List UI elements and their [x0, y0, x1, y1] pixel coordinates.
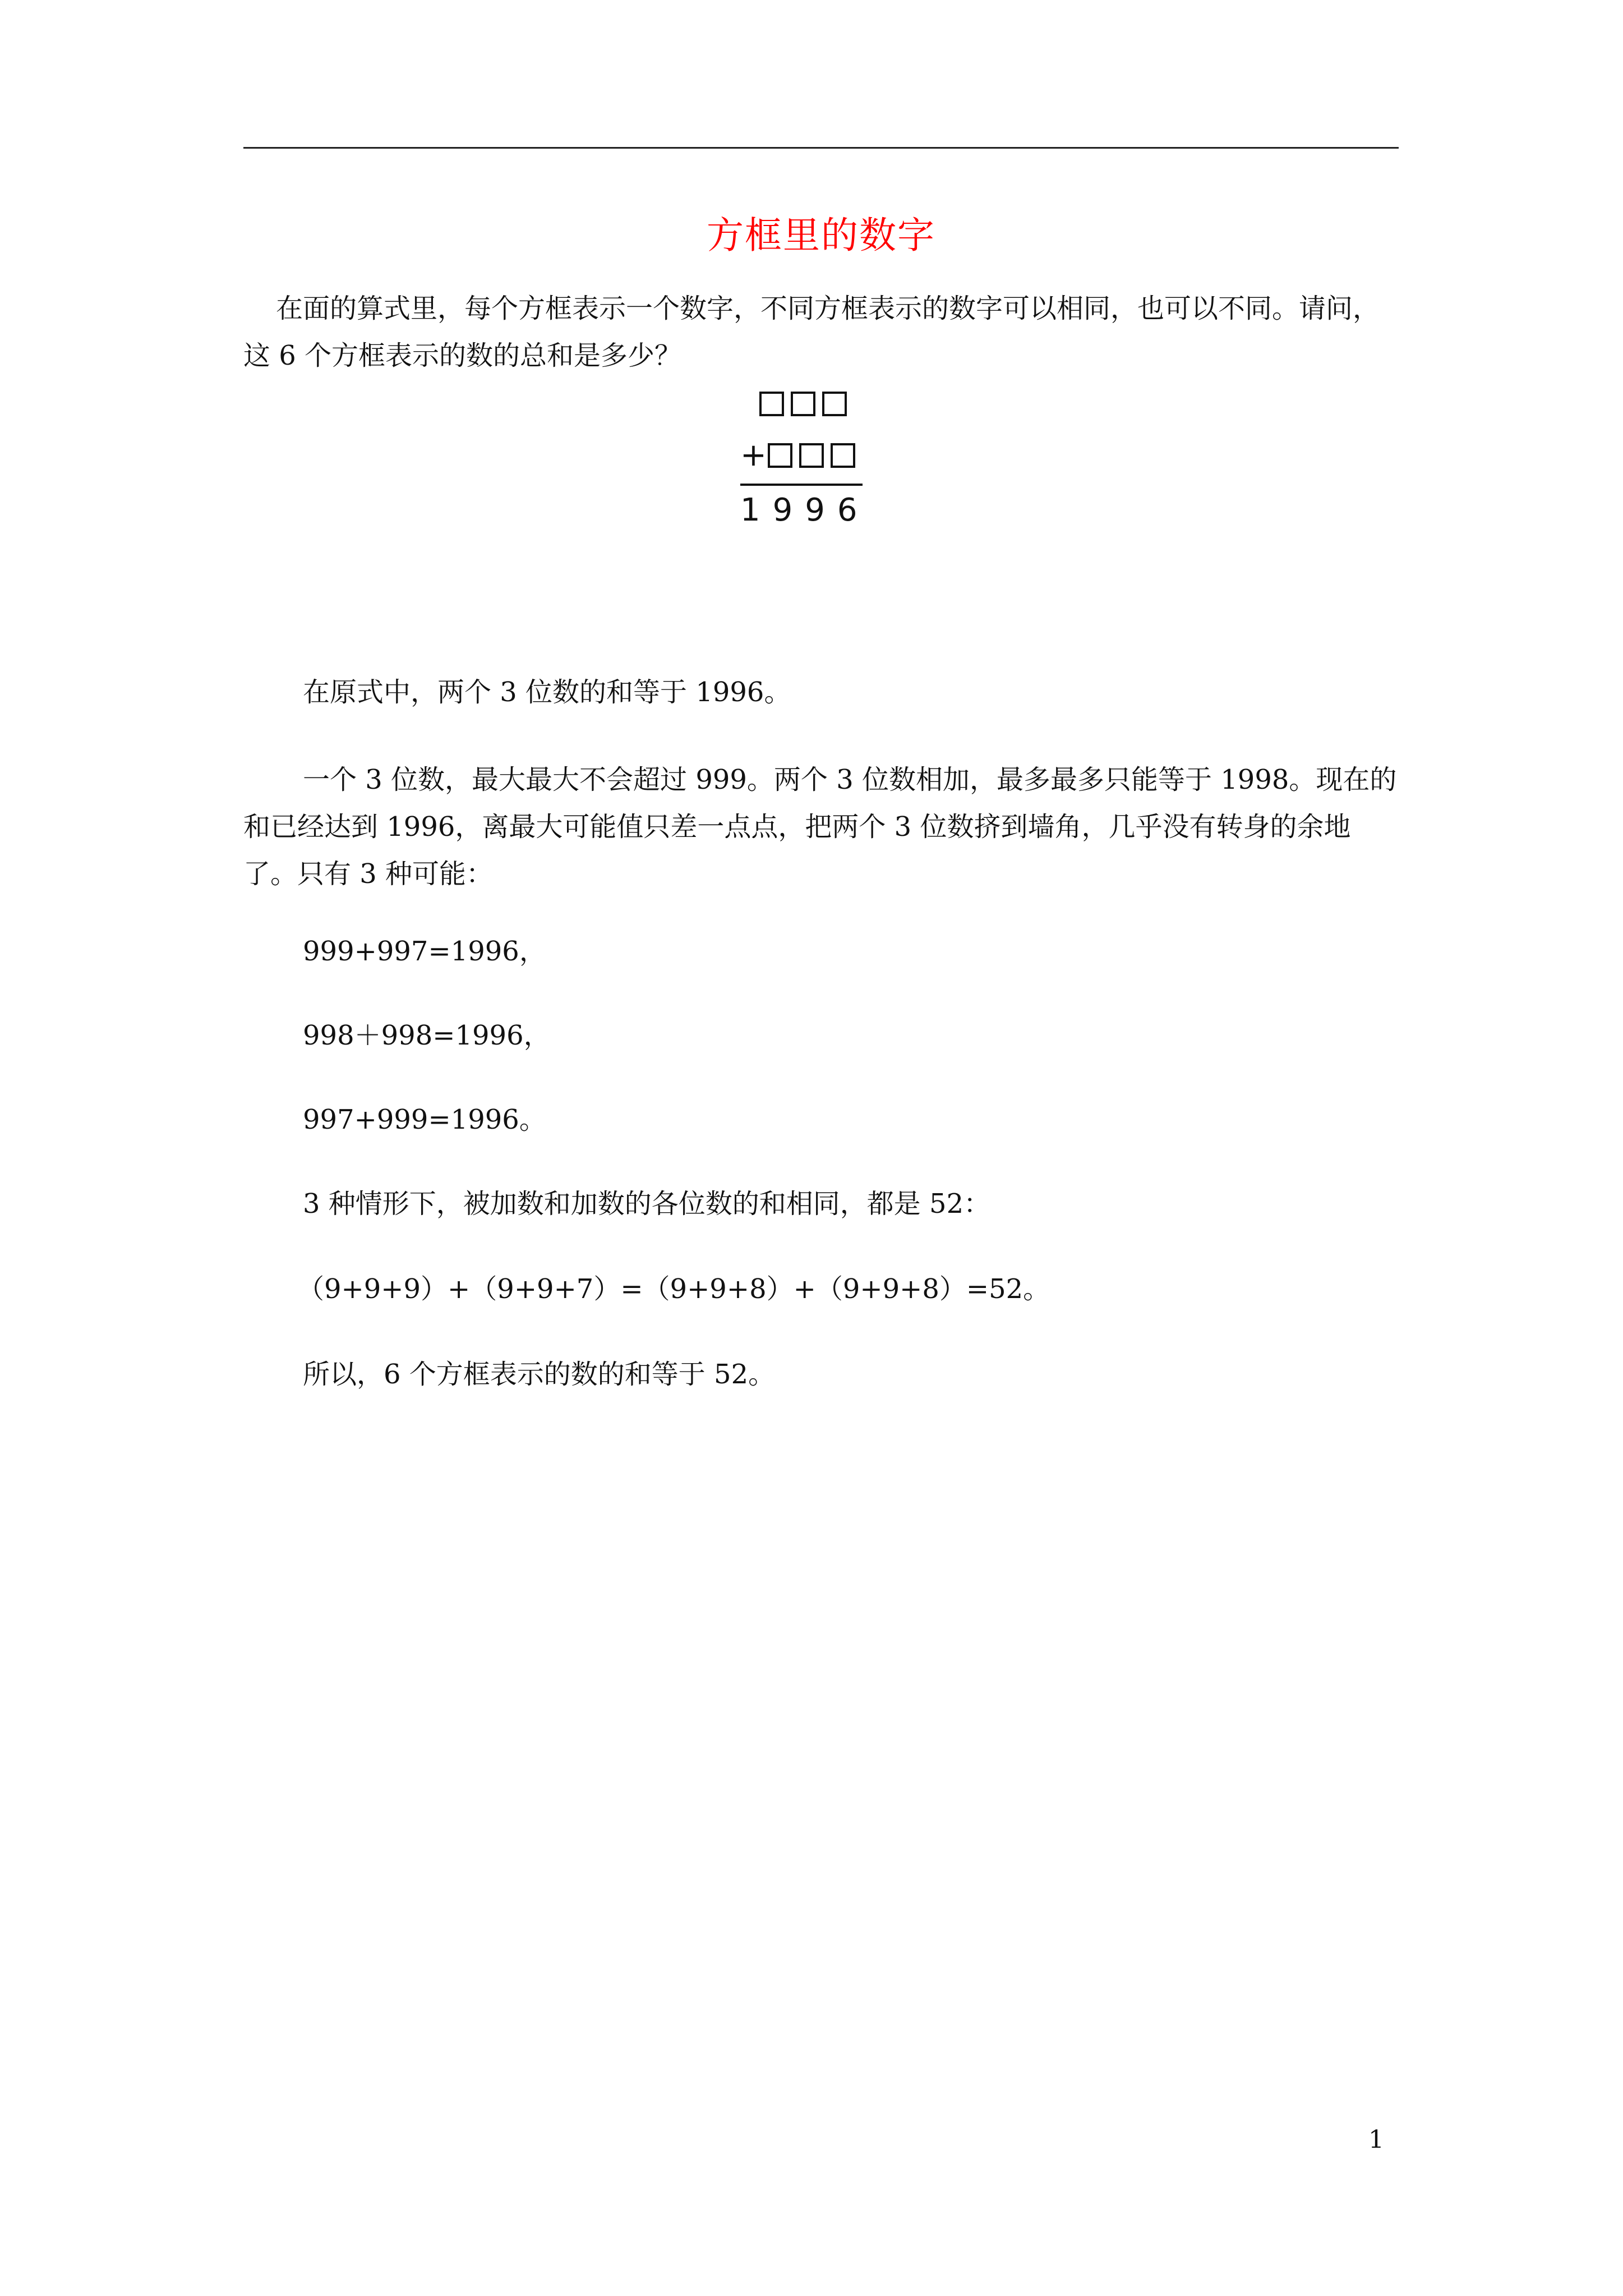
- digit-box: [822, 392, 847, 416]
- case-line-3: 997+999=1996。: [303, 1104, 546, 1135]
- digit-box: [791, 392, 815, 416]
- solution-paragraph-1: 在原式中，两个 3 位数的和等于 1996。: [303, 677, 791, 708]
- question-text: 在面的算式里，每个方框表示一个数字，不同方框表示的数字可以相同，也可以不同。请问，这 6 个方框表示的数的总和是多少？: [243, 293, 1380, 371]
- page-title: 方框里的数字: [707, 214, 935, 257]
- addend-row-2: [740, 439, 862, 472]
- digit-box: [759, 392, 784, 416]
- sum-result: 1996: [740, 492, 870, 528]
- addition-equation-figure: [740, 387, 869, 533]
- solution-paragraph-3: 3 种情形下，被加数和加数的各位数的和相同，都是 52：: [303, 1188, 991, 1220]
- sum-line: [740, 484, 863, 486]
- case-line-1: 999+997=1996，: [303, 936, 546, 967]
- digit-box: [799, 443, 824, 468]
- addend-row-1: [759, 387, 854, 421]
- header-rule: [243, 147, 1399, 149]
- case-line-2: 998＋998=1996，: [303, 1020, 551, 1051]
- digit-box: [768, 443, 792, 468]
- conclusion-text: 所以，6 个方框表示的数的和等于 52。: [303, 1359, 776, 1390]
- page-number: 1: [1368, 2125, 1384, 2154]
- digit-sum-formula: （9+9+9）+（9+9+7）=（9+9+8）+（9+9+8）=52。: [297, 1273, 1050, 1305]
- plus-sign: +: [740, 437, 767, 473]
- solution-paragraph-2: 一个 3 位数，最大最大不会超过 999。两个 3 位数相加，最多最多只能等于 1998。现在的和已经达到 1996，离最大可能值只差一点点，把两个 3 位数挤到墙角，几乎没有转身的余地了。只有 3 种可能：: [243, 764, 1397, 890]
- digit-box: [831, 443, 855, 468]
